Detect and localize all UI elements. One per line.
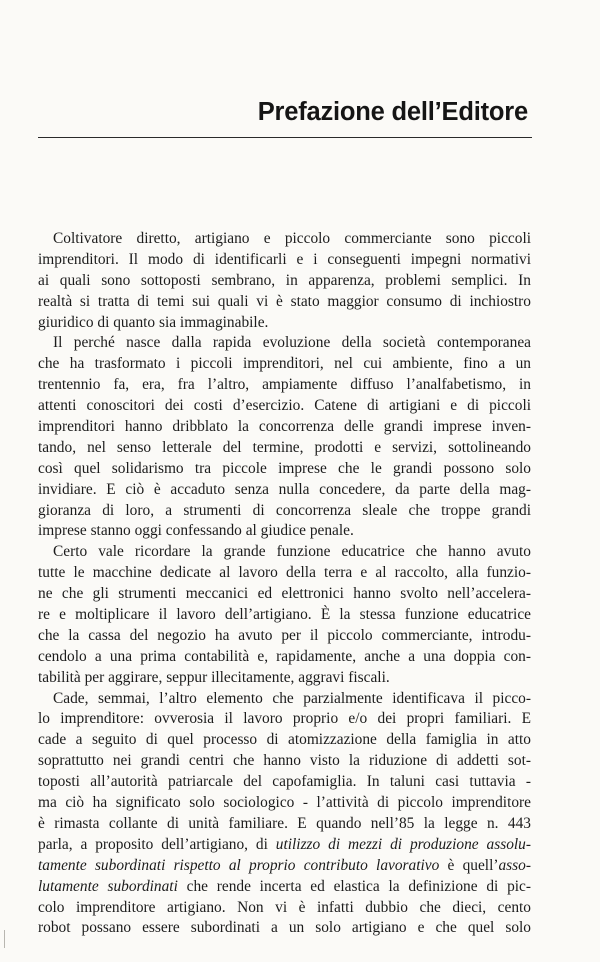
scan-edge-mark [4,930,5,948]
text-line: Certo vale ricordare la grande funzione educatrice che hanno avuto [53,543,531,561]
text-line: tando, nel senso letterale del termine, prodotti e servizi, sottolineando [38,438,531,456]
text-line: che la cassa del negozio ha avuto per il piccolo commerciante, introdu- [38,626,531,644]
text-line: così quel solidarismo tra piccole imprese che le grandi possono solo [38,459,531,477]
text-line: gioranza di loro, a strumenti di concorrenza sleale che troppe grandi [38,501,531,519]
text-line: cade a seguito di quel processo di atomizzazione della famiglia in atto [38,731,531,749]
text-line: cendolo a una prima contabilità e, rapidamente, anche a una doppia con- [38,647,531,665]
text-line: soprattutto nei grandi centri che hanno visto la riduzione di addetti sot- [38,752,531,770]
text-line: attenti conoscitori dei costi d’esercizio. Catene di artigiani e di piccoli [38,397,531,415]
text-line: è rimasta collante di unità familiare. E quando nell’85 la legge n. 443 [38,814,531,832]
text-line: colo imprenditore artigiano. Non vi è infatti dubbio che dieci, cento [38,898,531,916]
text-line: lo imprenditore: ovverosia il lavoro proprio e/o dei propri familiari. E [38,710,531,728]
text-line: re e moltiplicare il lavoro dell’artigiano. È la stessa funzione educatrice [38,606,531,624]
text-line: ma ciò ha significato solo sociologico - l’attività di piccolo imprenditore [38,794,531,812]
text-line: Cade, semmai, l’altro elemento che parzialmente identificava il picco- [53,689,531,707]
page-title: Prefazione dell’Editore [257,98,528,126]
text-line: imprese stanno oggi confessando al giudice penale. [38,522,354,540]
text-line: parla, a proposito dell’artigiano, di utilizzo di mezzi di produzione assolu- [38,835,531,853]
text-line: imprenditori hanno dribblato la concorrenza delle grandi imprese inven- [38,418,531,436]
text-line: toposti all’autorità patriarcale del capofamiglia. In taluni casi tuttavia - [38,773,531,791]
text-line: tutte le macchine dedicate al lavoro della terra e al raccolto, alla funzio- [38,564,531,582]
text-line: realtà si tratta di temi sui quali vi è stato maggior consumo di inchiostro [38,292,531,310]
text-line: invidiare. E ciò è accaduto senza nulla concedere, da parte della mag- [38,480,531,498]
text-line: ne che gli strumenti meccanici ed elettronici hanno svolto nell’accelera- [38,585,531,603]
text-line: Coltivatore diretto, artigiano e piccolo commerciante sono piccoli [53,230,531,247]
text-line: giuridico di quanto sia immaginabile. [38,313,269,331]
text-line: lutamente subordinati che rende incerta ed elastica la definizione di pic- [38,877,531,895]
text-line: robot possano essere subordinati a un solo artigiano e che quel solo [38,919,531,937]
text-line: che ha trasformato i piccoli imprenditori, nel cui ambiente, fino a un [38,355,531,373]
text-line: imprenditori. Il modo di identificarli e i conseguenti impegni normativi [38,250,531,268]
text-line: ai quali sono sottoposti sembrano, in apparenza, problemi semplici. In [38,271,531,289]
text-line: tabilità per aggirare, seppur illecitamente, aggravi fiscali. [38,668,390,686]
body-text [38,229,531,939]
text-line: tamente subordinati rispetto al proprio contributo lavorativo è quell’asso- [38,856,531,874]
text-line: trentennio fa, era, fra l’altro, ampiamente diffuso l’analfabetismo, in [38,376,531,394]
text-line: Il perché nasce dalla rapida evoluzione della società contemporanea [53,334,531,352]
title-rule [38,137,532,138]
